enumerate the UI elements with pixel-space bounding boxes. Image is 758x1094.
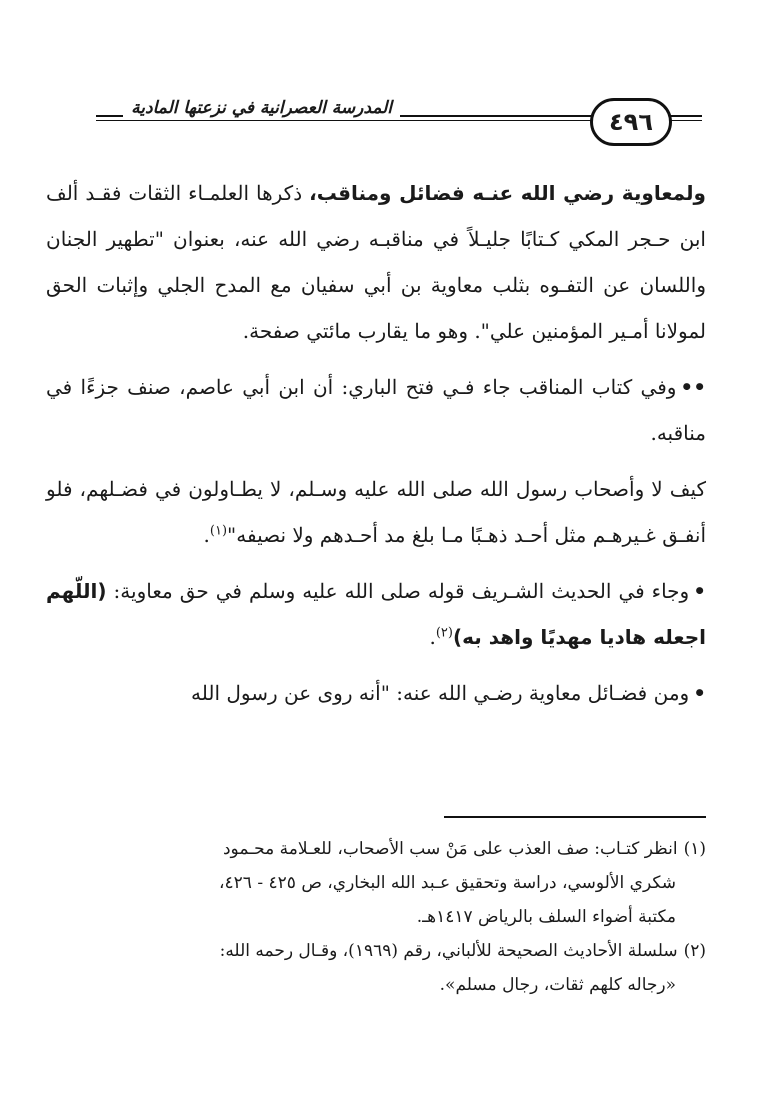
paragraph-3	[46, 466, 706, 558]
footnote-1-continuation: شكري الألوسي، دراسة وتحقيق عـبد الله البخاري، ص ٤٢٥ - ٤٢٦،	[219, 873, 676, 893]
paragraph-1-heading: ولمعاوية رضي الله عنـه فضائل ومناقب،	[309, 181, 706, 205]
footnote-ref-1: (١)	[209, 523, 228, 539]
bullet-marker: •	[693, 681, 706, 705]
footnote-1-line-1: انظر كتـاب: صف العذب على مَنْ سب الأصحاب، للعـلامة محـمود	[222, 839, 678, 859]
footnote-separator	[444, 816, 706, 818]
hadith-quote: (اللّهم اجعله هاديا مهديًا واهد به)	[46, 579, 706, 649]
paragraph-2-text: وفي كتاب المناقب جاء فـي فتح الباري: أن ابن أبي عاصم، صنف جزءًا في مناقبه.	[46, 375, 706, 445]
paragraph-4-end: .	[429, 625, 436, 649]
footnote-2-line-1: سلسلة الأحاديث الصحيحة للألباني، رقم (١٩٦٩)، وقـال رحمه الله:	[219, 941, 678, 961]
footnotes	[46, 832, 706, 1002]
paragraph-3-end: .	[203, 523, 210, 547]
paragraph-1	[46, 170, 706, 354]
main-text	[46, 170, 706, 726]
footnote-1-continuation: مكتبة أضواء السلف بالرياض ١٤١٧هـ.	[416, 907, 676, 927]
page-number: ٤٩٦	[590, 98, 672, 146]
footnote-1-number: (١)	[683, 839, 706, 859]
page-header	[96, 94, 668, 150]
paragraph-5-text: ومن فضـائل معاوية رضـي الله عنه: "أنه روى عن رسول الله	[191, 681, 690, 705]
bullet-marker: ••	[680, 375, 706, 399]
footnote-2-number: (٢)	[683, 941, 706, 961]
running-title: المدرسة العصرانية في نزعتها المادية	[123, 98, 400, 118]
paragraph-2	[46, 364, 706, 456]
paragraph-4	[46, 568, 706, 660]
footnote-2-continuation: «رجاله كلهم ثقات، رجال مسلم».	[439, 975, 676, 995]
paragraph-1-text: ذكرها العلمـاء الثقات فقـد ألف ابن حـجر المكي كـتابًا جليـلاً في مناقبـه رضي الله عنه، بعنوان "تطهير الجنان واللسان عن التفـوه بثلب معاوية بن أبي سفيان مع المدح الجلي وإثبات الحق لمولانا أمـير المؤمنين علي". وهو ما يقارب مائتي صفحة.	[46, 181, 706, 343]
footnote-ref-2: (٢)	[435, 625, 453, 641]
footnote-2	[46, 934, 706, 968]
paragraph-5	[46, 670, 706, 716]
paragraph-3-text: كيف لا وأصحاب رسول الله صلى الله عليه وسـلم، لا يطـاولون في فضـلهم، فلو أنفـق غـيرهـم مثل أحـد ذهـبًا مـا بلغ مد أحـدهم ولا نصيفه"	[46, 477, 706, 547]
footnote-1	[46, 832, 706, 866]
bullet-marker: •	[693, 579, 706, 603]
paragraph-4-text: وجاء في الحديث الشـريف قوله صلى الله عليه وسلم في حق معاوية:	[106, 579, 690, 603]
